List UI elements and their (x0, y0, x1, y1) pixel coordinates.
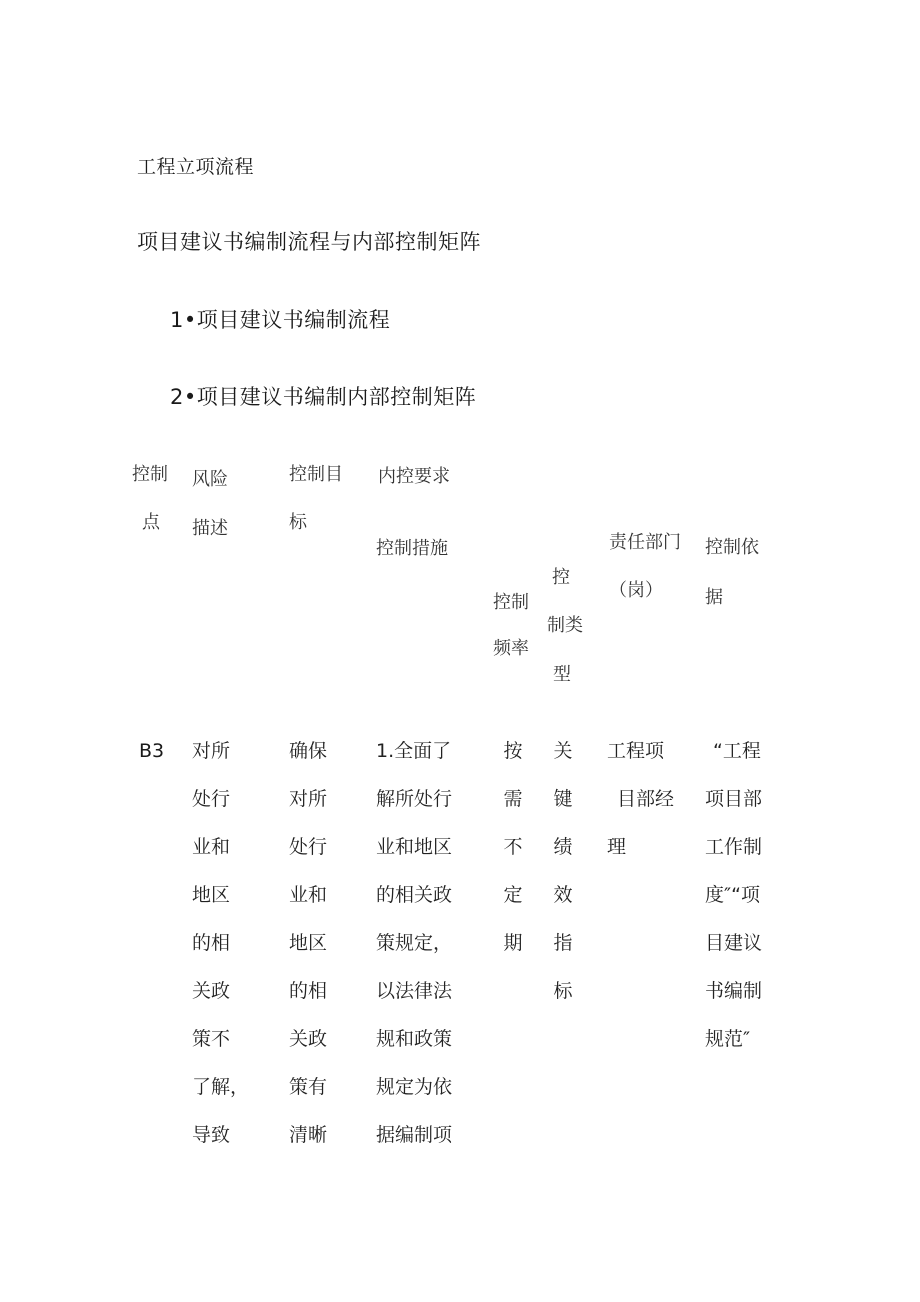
section-1-title: 1•项目建议书编制流程 (170, 308, 391, 332)
type-char: 效 (553, 884, 573, 906)
row-basis-cell (705, 727, 762, 1063)
type-char: 关 (553, 740, 573, 762)
measures-line: 策规定， (376, 932, 453, 954)
header-objective-2: 标 (289, 512, 307, 533)
measures-line: 规定为依 (376, 1076, 453, 1098)
risk-line: 关政 (192, 980, 231, 1002)
frequency-char: 定 (503, 884, 523, 906)
type-char: 指 (553, 932, 573, 954)
basis-line: 目建议 (705, 932, 763, 954)
row-frequency-cell (500, 727, 526, 967)
objective-line: 对所 (289, 788, 328, 810)
risk-line: 的相 (192, 932, 231, 954)
type-char: 键 (553, 788, 573, 810)
risk-line: 处行 (192, 788, 231, 810)
basis-line: 度″“项 (705, 884, 760, 906)
dept-line: 目部经 (617, 788, 675, 810)
basis-line: 工作制 (705, 836, 763, 858)
header-basis-1: 控制依 (705, 537, 759, 558)
row-type-cell (550, 727, 576, 1015)
header-frequency-2: 频率 (493, 638, 529, 659)
header-measures: 控制措施 (376, 538, 448, 559)
dept-line: 理 (607, 836, 627, 858)
risk-line: 策不 (192, 1028, 231, 1050)
header-dept-2: （岗） (609, 580, 663, 601)
basis-line: 书编制 (705, 980, 763, 1002)
header-control-point-1: 控制 (132, 464, 168, 485)
measures-line: 解所处行 (376, 788, 453, 810)
type-char: 标 (553, 980, 573, 1002)
header-dept-1: 责任部门 (609, 532, 681, 553)
risk-line: 对所 (192, 740, 231, 762)
measures-line: 的相关政 (376, 884, 453, 906)
frequency-char: 不 (503, 836, 523, 858)
basis-line: “工程 (713, 740, 761, 762)
basis-line: 规范″ (705, 1028, 751, 1050)
frequency-char: 期 (503, 932, 523, 954)
header-requirement: 内控要求 (378, 466, 450, 487)
header-basis-2: 据 (705, 587, 723, 608)
doc-top-title: 工程立项流程 (137, 156, 255, 178)
objective-line: 业和 (289, 884, 328, 906)
header-type-2: 制类 (547, 615, 583, 636)
measures-line: 1.全面了 (376, 740, 452, 762)
header-type-1: 控 (552, 567, 570, 588)
doc-heading: 项目建议书编制流程与内部控制矩阵 (137, 230, 481, 254)
measures-line: 据编制项 (376, 1124, 453, 1146)
row-control-point: B3 (139, 740, 165, 762)
risk-line: 业和 (192, 836, 231, 858)
header-objective-1: 控制目 (289, 464, 343, 485)
row-objective-cell (289, 727, 327, 1159)
objective-line: 的相 (289, 980, 328, 1002)
frequency-char: 需 (503, 788, 523, 810)
objective-line: 地区 (289, 932, 328, 954)
measures-line: 以法律法 (376, 980, 453, 1002)
risk-line: 了解， (192, 1076, 250, 1098)
measures-line: 规和政策 (376, 1028, 453, 1050)
objective-line: 策有 (289, 1076, 328, 1098)
objective-line: 清晰 (289, 1124, 328, 1146)
objective-line: 确保 (289, 740, 328, 762)
frequency-char: 按 (503, 740, 523, 762)
objective-line: 处行 (289, 836, 328, 858)
measures-line: 业和地区 (376, 836, 453, 858)
risk-line: 地区 (192, 884, 231, 906)
row-risk-cell (192, 727, 249, 1159)
type-char: 绩 (553, 836, 573, 858)
section-2-title: 2•项目建议书编制内部控制矩阵 (170, 385, 477, 409)
header-risk-2: 描述 (192, 518, 228, 539)
header-type-3: 型 (553, 664, 571, 685)
row-measures-cell (376, 727, 452, 1159)
risk-line: 导致 (192, 1124, 231, 1146)
header-control-point-2: 点 (142, 512, 160, 533)
basis-line: 项目部 (705, 788, 763, 810)
dept-line: 工程项 (607, 740, 665, 762)
header-frequency-1: 控制 (493, 592, 529, 613)
header-risk-1: 风险 (192, 469, 228, 490)
row-dept-cell (607, 727, 674, 871)
objective-line: 关政 (289, 1028, 328, 1050)
